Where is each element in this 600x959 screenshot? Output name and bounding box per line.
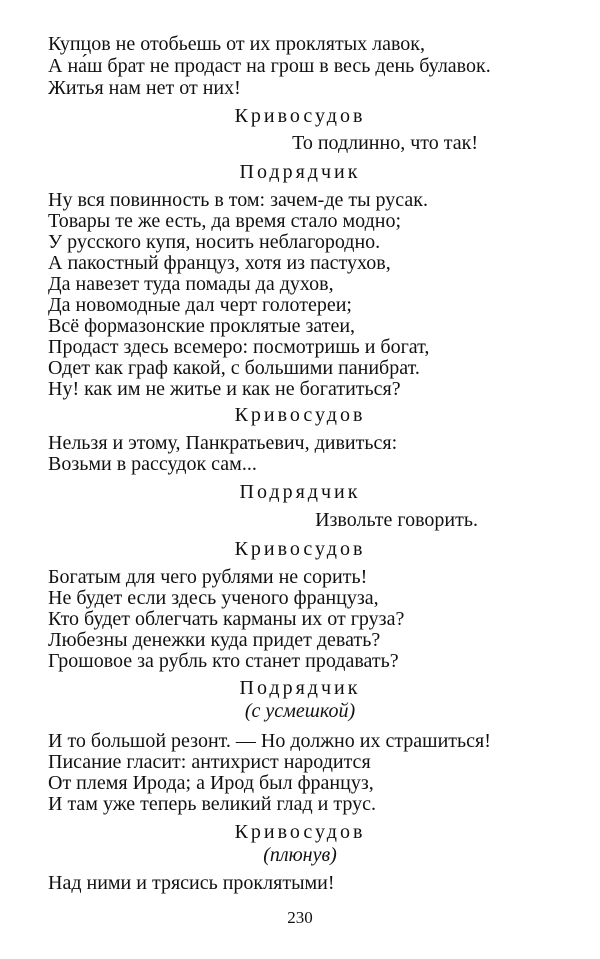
speaker-name: Кривосудов — [234, 538, 366, 560]
verse-line: Над ними и трясись проклятыми! — [48, 872, 335, 894]
verse-line: Одет как граф какой, с большими панибрат. — [48, 357, 420, 379]
verse-line: Да новомодные дал черт голотереи; — [48, 294, 352, 316]
verse-line: Всё формазонские проклятые затеи, — [48, 315, 356, 337]
verse-line: Грошовое за рубль кто станет продавать? — [48, 650, 399, 672]
stage-direction: (плюнув) — [263, 844, 337, 866]
verse-line: Житья нам нет от них! — [48, 77, 241, 99]
verse-line: А пакостный француз, хотя из пастухов, — [48, 252, 391, 274]
verse-line: Писание гласит: антихрист народится — [48, 751, 371, 773]
verse-line: Кто будет облегчать карманы их от груза? — [48, 608, 405, 630]
verse-line: Возьми в рассудок сам... — [48, 453, 257, 475]
verse-line: Купцов не отобьешь от их проклятых лавок, — [48, 33, 426, 55]
verse-line: Не будет если здесь ученого француза, — [48, 587, 379, 609]
verse-line: Да навезет туда помады да духов, — [48, 273, 334, 295]
verse-line: То подлинно, что так! — [292, 132, 478, 154]
verse-line: Ну! как им не житье и как не богатиться? — [48, 378, 401, 400]
verse-line: А на́ш брат не продаст на грош в весь день булавок. — [48, 55, 491, 77]
stage-direction: (с усмешкой) — [244, 700, 356, 722]
speaker-name: Подрядчик — [239, 677, 361, 699]
verse-line: И там уже теперь великий глад и трус. — [48, 793, 376, 815]
verse-line: Ну вся повинность в том: зачем-де ты русак. — [48, 189, 428, 211]
verse-line: От племя Ирода; а Ирод был француз, — [48, 772, 374, 794]
speaker-name: Кривосудов — [234, 105, 366, 127]
verse-line: Продаст здесь всемеро: посмотришь и богат, — [48, 336, 430, 358]
page-number: 230 — [287, 908, 313, 927]
verse-line: Извольте говорить. — [315, 509, 478, 531]
verse-line: Нельзя и этому, Панкратьевич, дивиться: — [48, 432, 398, 454]
verse-line: Товары те же есть, да время стало модно; — [48, 210, 402, 232]
speaker-name: Подрядчик — [239, 481, 361, 503]
verse-line: У русского купя, носить неблагородно. — [48, 231, 381, 253]
speaker-name: Подрядчик — [239, 161, 361, 183]
verse-line: Любезны денежки куда придет девать? — [48, 629, 381, 651]
verse-line: И то большой резонт. — Но должно их страшиться! — [48, 730, 491, 752]
speaker-name: Кривосудов — [234, 821, 366, 843]
verse-line: Богатым для чего рублями не сорить! — [48, 566, 368, 588]
speaker-name: Кривосудов — [234, 404, 366, 426]
